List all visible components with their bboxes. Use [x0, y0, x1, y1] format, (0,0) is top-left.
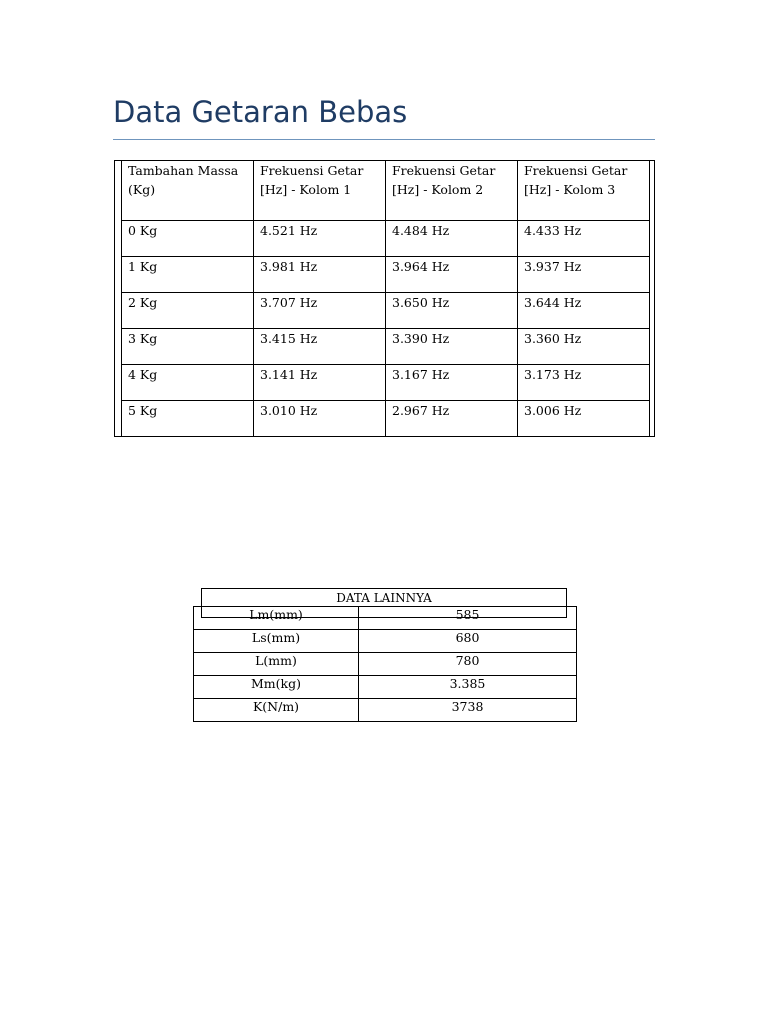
table-header-row [122, 161, 650, 221]
header-cell [518, 161, 650, 221]
cell-freq: 3.707 Hz [260, 295, 318, 310]
cell-freq: 3.010 Hz [260, 403, 318, 418]
frequency-table-frame [114, 160, 655, 437]
table-cell [122, 293, 254, 329]
cell-freq: 4.521 Hz [260, 223, 318, 238]
table-row [194, 699, 577, 722]
param-value: 780 [359, 653, 577, 676]
other-data-caption: DATA LAINNYA [201, 588, 567, 618]
table-cell [386, 329, 518, 365]
header-cell [254, 161, 386, 221]
header-freq-col2: Frekuensi Getar [Hz] - Kolom 2 [392, 163, 496, 197]
cell-freq: 3.390 Hz [392, 331, 450, 346]
header-freq-col3: Frekuensi Getar [Hz] - Kolom 3 [524, 163, 628, 197]
table-cell [386, 257, 518, 293]
cell-freq: 2.967 Hz [392, 403, 450, 418]
table-cell [122, 329, 254, 365]
table-cell [386, 365, 518, 401]
table-cell [254, 329, 386, 365]
cell-freq: 3.415 Hz [260, 331, 318, 346]
cell-freq: 3.360 Hz [524, 331, 582, 346]
table-row [122, 221, 650, 257]
header-cell [386, 161, 518, 221]
table-cell [254, 365, 386, 401]
table-row [122, 401, 650, 437]
table-cell [518, 365, 650, 401]
param-value: 585 [359, 607, 577, 630]
cell-freq: 3.650 Hz [392, 295, 450, 310]
table-cell [386, 293, 518, 329]
cell-freq: 3.167 Hz [392, 367, 450, 382]
table-cell [122, 365, 254, 401]
table-cell [518, 401, 650, 437]
param-value: 680 [359, 630, 577, 653]
cell-freq: 3.173 Hz [524, 367, 582, 382]
cell-freq: 3.006 Hz [524, 403, 582, 418]
table-cell [254, 257, 386, 293]
table-cell [122, 401, 254, 437]
cell-freq: 3.141 Hz [260, 367, 318, 382]
table-row [122, 257, 650, 293]
table-row [194, 653, 577, 676]
table-cell [518, 293, 650, 329]
param-label: Lm(mm) [194, 607, 359, 630]
cell-mass: 5 Kg [128, 403, 158, 418]
table-cell [254, 293, 386, 329]
table-cell [254, 221, 386, 257]
table-row [122, 293, 650, 329]
header-cell [122, 161, 254, 221]
other-data-table [193, 606, 577, 722]
param-value: 3738 [359, 699, 577, 722]
cell-freq: 3.964 Hz [392, 259, 450, 274]
cell-freq: 3.937 Hz [524, 259, 582, 274]
table-cell [122, 221, 254, 257]
cell-mass: 1 Kg [128, 259, 158, 274]
cell-mass: 3 Kg [128, 331, 158, 346]
table-row [194, 630, 577, 653]
param-label: L(mm) [194, 653, 359, 676]
table-cell [518, 329, 650, 365]
title-underline [113, 139, 655, 140]
table-cell [122, 257, 254, 293]
cell-freq: 4.433 Hz [524, 223, 582, 238]
frequency-table [121, 161, 650, 436]
table-cell [518, 257, 650, 293]
header-freq-col1: Frekuensi Getar [Hz] - Kolom 1 [260, 163, 364, 197]
param-label: Ls(mm) [194, 630, 359, 653]
table-cell [518, 221, 650, 257]
table-row [122, 329, 650, 365]
header-mass: Tambahan Massa (Kg) [128, 163, 239, 197]
table-cell [386, 221, 518, 257]
cell-freq: 3.644 Hz [524, 295, 582, 310]
cell-mass: 0 Kg [128, 223, 158, 238]
table-row [194, 676, 577, 699]
cell-mass: 4 Kg [128, 367, 158, 382]
param-label: Mm(kg) [194, 676, 359, 699]
param-label: K(N/m) [194, 699, 359, 722]
cell-freq: 3.981 Hz [260, 259, 318, 274]
cell-mass: 2 Kg [128, 295, 158, 310]
document-title: Data Getaran Bebas [113, 95, 408, 129]
param-value: 3.385 [359, 676, 577, 699]
table-cell [254, 401, 386, 437]
cell-freq: 4.484 Hz [392, 223, 450, 238]
table-cell [386, 401, 518, 437]
table-row [122, 365, 650, 401]
